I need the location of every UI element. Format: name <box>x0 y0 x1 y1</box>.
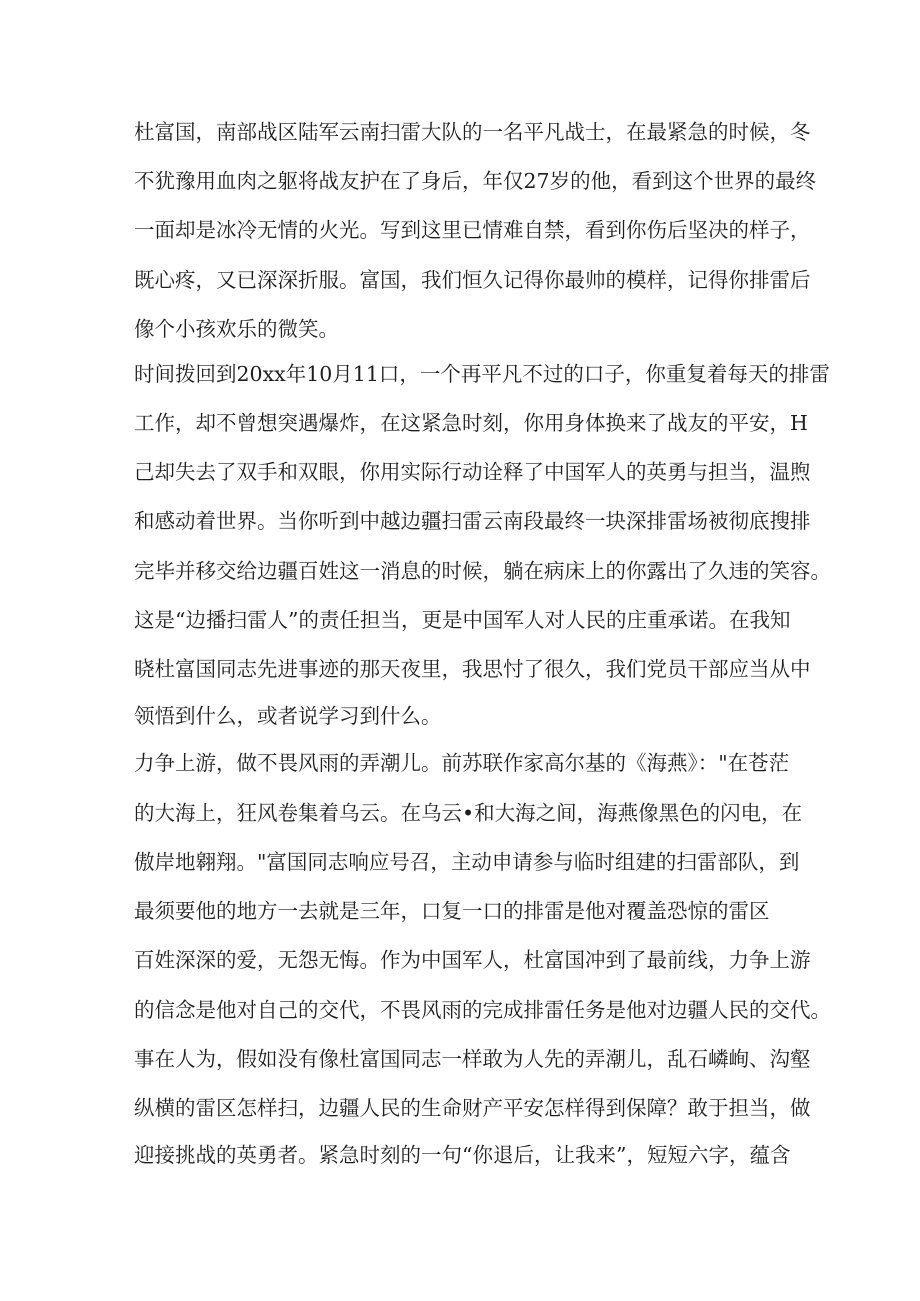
text-line: 和感动着世界。当你听到中越边疆扫雷云南段最终一块深排雷场被彻底搜排 <box>134 509 811 533</box>
text-line: 己却失去了双手和双眼，你用实际行动诠释了中国军人的英勇与担当，温煦 <box>134 460 811 484</box>
text-line: 这是“边播扫雷人”的责任担当，更是中国军人对人民的庄重承诺。在我知 <box>134 608 791 632</box>
text-line: 工作，却不曾想突遇爆炸，在这紧急时刻，你用身体换来了战友的平安，H <box>134 411 808 435</box>
text-line: 迎接挑战的英勇者。紧急时刻的一句“你退后，让我来”，短短六字，蕴含 <box>134 1143 791 1167</box>
text-line: 最须要他的地方一去就是三年，口复一口的排雷是他对覆盖恐惊的雷区 <box>134 899 770 923</box>
text-line: 事在人为，假如没有像杜富国同志一样敢为人先的弄潮儿，乱石嶙峋、沟壑 <box>134 1047 811 1071</box>
text-line: 杜富国，南部战区陆军云南扫雷大队的一名平凡战士，在最紧急的时候，冬 <box>134 120 811 144</box>
text-line: 像个小孩欢乐的微笑。 <box>134 317 339 341</box>
text-line: 纵横的雷区怎样扫，边疆人民的生命财产平安怎样得到保障？敢于担当，做 <box>134 1096 811 1120</box>
text-line: 时间拨回到20xx年10月11口，一个再平凡不过的口子，你重复着每天的排雷 <box>134 362 830 386</box>
text-line: 的大海上，狂风卷集着乌云。在乌云•和大海之间，海燕像黑色的闪电，在 <box>134 801 803 825</box>
text-line: 的信念是他对自己的交代，不畏风雨的完成排雷任务是他对边疆人民的交代。 <box>134 998 831 1022</box>
text-line: 力争上游，做不畏风雨的弄潮儿。前苏联作家高尔基的《海燕》："在苍茫 <box>134 751 790 775</box>
text-line: 一面却是冰冷无情的火光。写到这里已情难自禁，看到你伤后坚决的样子， <box>134 218 811 242</box>
text-line: 完毕并移交给边疆百姓这一消息的时候，躺在病床上的你露出了久违的笑容。 <box>134 559 831 583</box>
text-line: 领悟到什么，或者说学习到什么。 <box>134 704 442 728</box>
text-line: 百姓深深的爱，无怨无悔。作为中国军人，杜富国冲到了最前线，力争上游 <box>134 948 811 972</box>
text-line: 傲岸地翱翔。"富国同志响应号召，主动申请参与临时组建的扫雷部队，到 <box>134 850 800 874</box>
text-line: 晓杜富国同志先进事迹的那天夜里，我思忖了很久，我们党员干部应当从中 <box>134 657 811 681</box>
text-line: 既心疼，又已深深折服。富国，我们恒久记得你最帅的模样，记得你排雷后 <box>134 268 811 292</box>
text-line: 不犹豫用血肉之躯将战友护在了身后，年仅27岁的他，看到这个世界的最终 <box>134 169 817 193</box>
